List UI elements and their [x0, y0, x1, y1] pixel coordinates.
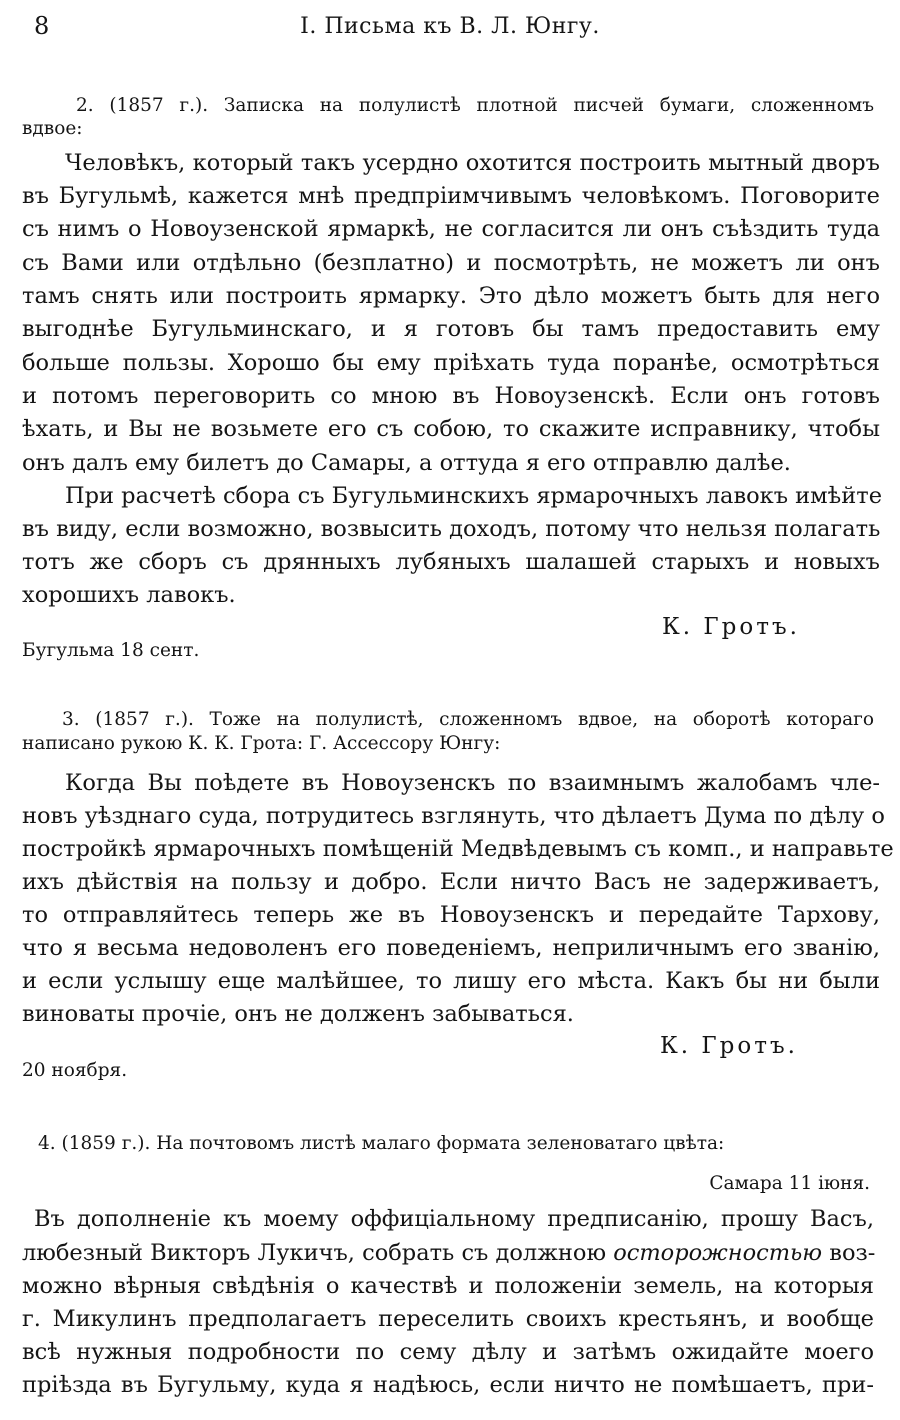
letter-body-line: съ нимъ о Новоузенской ярмаркѣ, не согласится ли онъ съѣздить туда — [22, 216, 880, 242]
letter-body-line: съ Вами или отдѣльно (безплатно) и посмотрѣть, не можетъ ли онъ — [22, 250, 880, 276]
letter-body-line: новъ уѣзднаго суда, потрудитесь взглянуть, что дѣлаетъ Дума по дѣлу о — [22, 803, 885, 829]
signature: К. Гротъ. — [660, 1033, 798, 1059]
letter-body-line: пріѣзда въ Бугульму, куда я надѣюсь, если ничто не помѣшаетъ, при- — [22, 1372, 874, 1398]
letter-heading: вдвое: — [22, 118, 83, 139]
place-date: Бугульма 18 сент. — [22, 640, 200, 661]
letter-body-line: въ виду, если возможно, возвысить доходъ, потому что нельзя полагать — [22, 516, 881, 542]
letter-body-line: хорошихъ лавокъ. — [22, 582, 236, 608]
letter-body-line: всѣ нужныя подробности по сему дѣлу и затѣмъ ожидайте моего — [22, 1339, 874, 1365]
letter-heading: 4. (1859 г.). На почтовомъ листѣ малаго формата зеленоватаго цвѣта: — [38, 1133, 725, 1154]
letter-body-line: больше пользы. Хорошо бы ему пріѣхать туда поранѣе, осмотрѣться — [22, 350, 880, 376]
letter-body-line: можно вѣрныя свѣдѣнія о качествѣ и положеніи земель, на которыя — [22, 1273, 874, 1299]
letter-heading: 2. (1857 г.). Записка на полулистѣ плотной писчей бумаги, сложенномъ — [76, 95, 874, 116]
letter-body-line: Человѣкъ, который такъ усердно охотится построить мытный дворъ — [65, 150, 880, 176]
running-head: I. Письма къ В. Л. Юнгу. — [300, 14, 600, 39]
letter-body-line: виноваты прочіе, онъ не долженъ забываться. — [22, 1001, 574, 1027]
letter-body-line: что я весьма недоволенъ его поведеніемъ, неприличнымъ его званію, — [22, 935, 880, 961]
letter-body-line: ихъ дѣйствія на пользу и добро. Если ничто Васъ не задерживаетъ, — [22, 869, 880, 895]
text-run: воз- — [822, 1240, 876, 1266]
letter-body-line: Въ дополненіе къ моему оффиціальному предписанію, прошу Васъ, — [34, 1206, 874, 1232]
letter-body-line: то отправляйтесь теперь же въ Новоузенскъ и передайте Тархову, — [22, 902, 880, 928]
letter-heading: 3. (1857 г.). Тоже на полулистѣ, сложенномъ вдвое, на оборотѣ котораго — [62, 709, 874, 730]
letter-body-line: и потомъ переговорить со мною въ Новоузенскѣ. Если онъ готовъ — [22, 383, 880, 409]
page-number: 8 — [34, 12, 50, 40]
signature: К. Гротъ. — [662, 614, 800, 640]
letter-body-line: выгоднѣе Бугульминскаго, и я готовъ бы тамъ предоставить ему — [22, 316, 880, 342]
text-run: любезный Викторъ Лукичъ, собрать съ должною — [22, 1240, 607, 1266]
place-date: 20 ноября. — [22, 1060, 128, 1081]
letter-body-line: тамъ снять или построить ярмарку. Это дѣло можетъ быть для него — [22, 283, 880, 309]
emphasized-word: осторожностью — [613, 1240, 823, 1266]
letter-body-line: г. Микулинъ предполагаетъ переселить своихъ крестьянъ, и вообще — [22, 1306, 874, 1332]
dateline: Самара 11 іюня. — [709, 1173, 870, 1194]
letter-body-line: онъ далъ ему билетъ до Самары, а оттуда я его отправлю далѣе. — [22, 450, 791, 476]
letter-body-line: ѣхать, и Вы не возьмете его съ собою, то скажите исправнику, чтобы — [22, 416, 880, 442]
letter-body-line: Когда Вы поѣдете въ Новоузенскъ по взаимнымъ жалобамъ чле- — [65, 770, 880, 796]
letter-body-line: постройкѣ ярмарочныхъ помѣщеній Медвѣдевымъ съ комп., и направьте — [22, 836, 894, 862]
letter-body-line: При расчетѣ сбора съ Бугульминскихъ ярмарочныхъ лавокъ имѣйте — [65, 483, 883, 509]
letter-body-line: тотъ же сборъ съ дрянныхъ лубяныхъ шалашей старыхъ и новыхъ — [22, 549, 880, 575]
letter-body-line — [22, 1240, 874, 1266]
letter-heading: написано рукою К. К. Грота: Г. Ассессору Юнгу: — [22, 733, 501, 754]
letter-body-line: и если услышу еще малѣйшее, то лишу его мѣста. Какъ бы ни были — [22, 968, 880, 994]
letter-body-line: въ Бугульмѣ, кажется мнѣ предпріимчивымъ человѣкомъ. Поговорите — [22, 183, 880, 209]
